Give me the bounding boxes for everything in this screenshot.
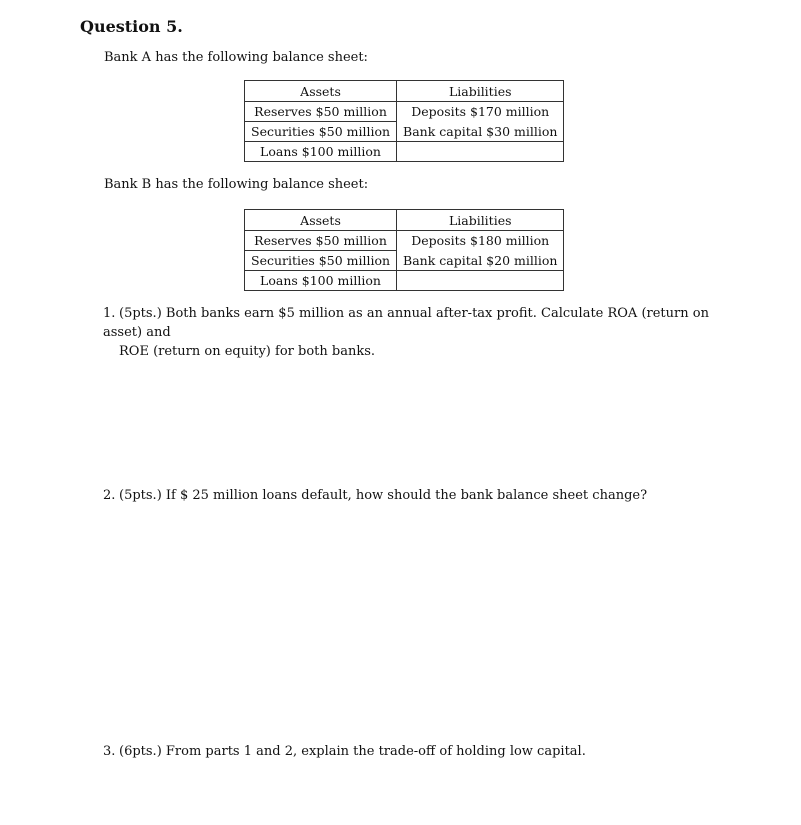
table-row bbox=[245, 142, 564, 162]
table-header-row bbox=[245, 210, 564, 231]
question-number: 1. bbox=[103, 306, 116, 321]
asset-cell: Securities $50 million bbox=[245, 122, 397, 142]
liabilities-header: Liabilities bbox=[397, 210, 564, 231]
question-text: (5pts.) Both banks earn $5 million as an annual after-tax profit. Calculate ROA (return on asset) and bbox=[103, 306, 709, 340]
table-row bbox=[245, 271, 564, 291]
question-text: (6pts.) From parts 1 and 2, explain the trade-off of holding low capital. bbox=[119, 744, 586, 759]
bank-b-balance-sheet bbox=[244, 209, 564, 291]
liability-cell: Deposits $170 million bbox=[397, 102, 564, 122]
question-number: 3. bbox=[103, 744, 116, 759]
table-row bbox=[245, 231, 564, 251]
liability-cell: Bank capital $20 million bbox=[397, 251, 564, 271]
question-text-continued: ROE (return on equity) for both banks. bbox=[119, 344, 376, 359]
liability-cell: Deposits $180 million bbox=[397, 231, 564, 251]
asset-cell: Securities $50 million bbox=[245, 251, 397, 271]
liability-cell: Bank capital $30 million bbox=[397, 122, 564, 142]
question-1 bbox=[103, 304, 743, 361]
asset-cell: Loans $100 million bbox=[245, 271, 397, 291]
table-row bbox=[245, 251, 564, 271]
table-row bbox=[245, 102, 564, 122]
bank-a-intro: Bank A has the following balance sheet: bbox=[104, 50, 368, 65]
assets-header: Assets bbox=[245, 81, 397, 102]
question-number: 2. bbox=[103, 488, 116, 503]
question-2 bbox=[103, 486, 743, 505]
asset-cell: Reserves $50 million bbox=[245, 231, 397, 251]
asset-cell: Reserves $50 million bbox=[245, 102, 397, 122]
assets-header: Assets bbox=[245, 210, 397, 231]
question-title: Question 5. bbox=[80, 17, 183, 36]
table-row bbox=[245, 122, 564, 142]
bank-b-intro: Bank B has the following balance sheet: bbox=[104, 177, 369, 192]
liability-cell bbox=[397, 142, 564, 162]
liabilities-header: Liabilities bbox=[397, 81, 564, 102]
liability-cell bbox=[397, 271, 564, 291]
asset-cell: Loans $100 million bbox=[245, 142, 397, 162]
table-header-row bbox=[245, 81, 564, 102]
question-text: (5pts.) If $ 25 million loans default, how should the bank balance sheet change? bbox=[119, 488, 648, 503]
question-3 bbox=[103, 742, 743, 761]
bank-a-balance-sheet bbox=[244, 80, 564, 162]
